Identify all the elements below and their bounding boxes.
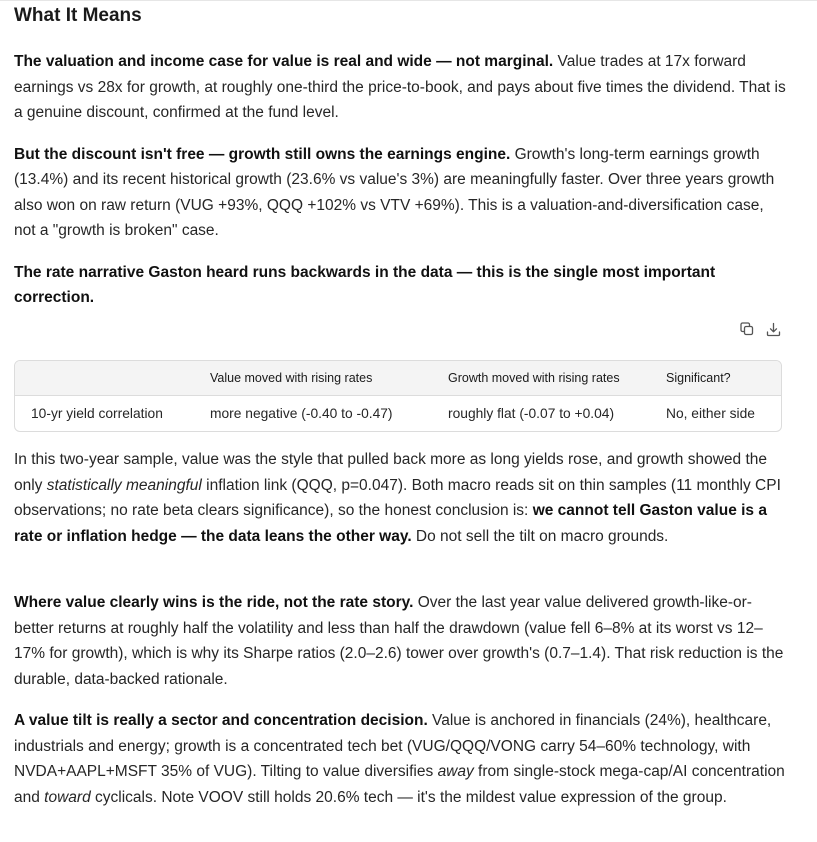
paragraph-lead: The valuation and income case for value is real and wide — not marginal. [14, 53, 554, 70]
paragraph-text: In this two-year sample, value was the style that pulled back more as long yields rose, and growth showed the only [14, 451, 768, 494]
paragraph-bold: we cannot tell Gaston value is a rate or inflation hedge — the data leans the other way. [14, 502, 767, 545]
content [14, 4, 789, 806]
paragraph-text: cyclicals. Note VOOV still holds 20.6% tech — it's the mildest value expression of the group. [90, 788, 727, 806]
paragraph-text: from single-stock mega-cap/AI concentration and [14, 763, 785, 806]
paragraph-body: Over the last year value delivered growth-like-or-better returns at roughly half the volatility and less than half the drawdown (value fell 6–8% at its worst vs 12–17% for growth), which is why its Sharpe ratios (2.0–2.6) tower over growth's (0.7–1.4). That risk reduction is the durable, data-backed rationale. [14, 594, 784, 688]
table-cell: No, either side [666, 406, 755, 421]
paragraph-lead: A value tilt is really a sector and concentration decision. [14, 712, 428, 729]
table-header-cell: Significant? [666, 361, 781, 396]
paragraph-body: Growth's long-term earnings growth (13.4%) and its recent historical growth (23.6% vs value's 3%) are meaningfully faster. Over three years growth also won on raw return (VUG +93%, QQQ +102% vs VTV +69%). This is a valuation-and-diversification case, not a "growth is broken" case. [14, 145, 775, 239]
paragraph-rate-narrative [14, 260, 789, 311]
paragraph-text: Value is anchored in financials (24%), healthcare, industrials and energy; growth is a concentrated tech bet (VUG/QQQ/VONG carry 54–60% technology, with NVDA+AAPL+MSFT 35% of VUG). Tilting to value diversifies [14, 712, 772, 780]
paragraph-valuation [14, 49, 789, 126]
top-divider [0, 0, 817, 1]
paragraph-emphasis: toward [44, 788, 91, 806]
paragraph-sector [14, 708, 789, 810]
paragraph-text: inflation link (QQQ, p=0.047). Both macro reads sit on thin samples (11 monthly CPI observations; no rate beta clears significance), so the honest conclusion is: [14, 476, 781, 519]
download-icon[interactable] [765, 321, 781, 337]
paragraph-emphasis: statistically meaningful [46, 476, 202, 494]
copy-icon[interactable] [739, 321, 755, 337]
table-row [15, 396, 781, 432]
paragraph-lead: Where value clearly wins is the ride, not the rate story. [14, 594, 414, 611]
correlation-table [14, 360, 782, 432]
section-title: What It Means [14, 5, 142, 26]
paragraph-lead: The rate narrative Gaston heard runs backwards in the data — this is the single most important correction. [14, 263, 716, 306]
table-toolbar [14, 320, 781, 338]
paragraph-body: Value trades at 17x forward earnings vs 28x for growth, at roughly one-third the price-to-book, and pays about five times the dividend. That is a genuine discount, confirmed at the fund level. [14, 53, 786, 121]
paragraph-text: Do not sell the tilt on macro grounds. [411, 527, 669, 545]
table-header-cell: Value moved with rising rates [210, 361, 448, 396]
paragraph-sample [14, 447, 789, 549]
paragraph-emphasis: away [437, 763, 474, 780]
paragraph-earnings [14, 142, 789, 244]
table-cell: more negative (-0.40 to -0.47) [210, 406, 393, 421]
table-header-cell: Growth moved with rising rates [448, 361, 666, 396]
table-header-cell [15, 361, 210, 396]
table-cell: roughly flat (-0.07 to +0.04) [448, 406, 615, 421]
paragraph-ride [14, 590, 789, 692]
table-cell: 10-yr yield correlation [31, 406, 163, 421]
paragraph-lead: But the discount isn't free — growth still owns the earnings engine. [14, 145, 511, 163]
table-header-row [15, 361, 781, 396]
